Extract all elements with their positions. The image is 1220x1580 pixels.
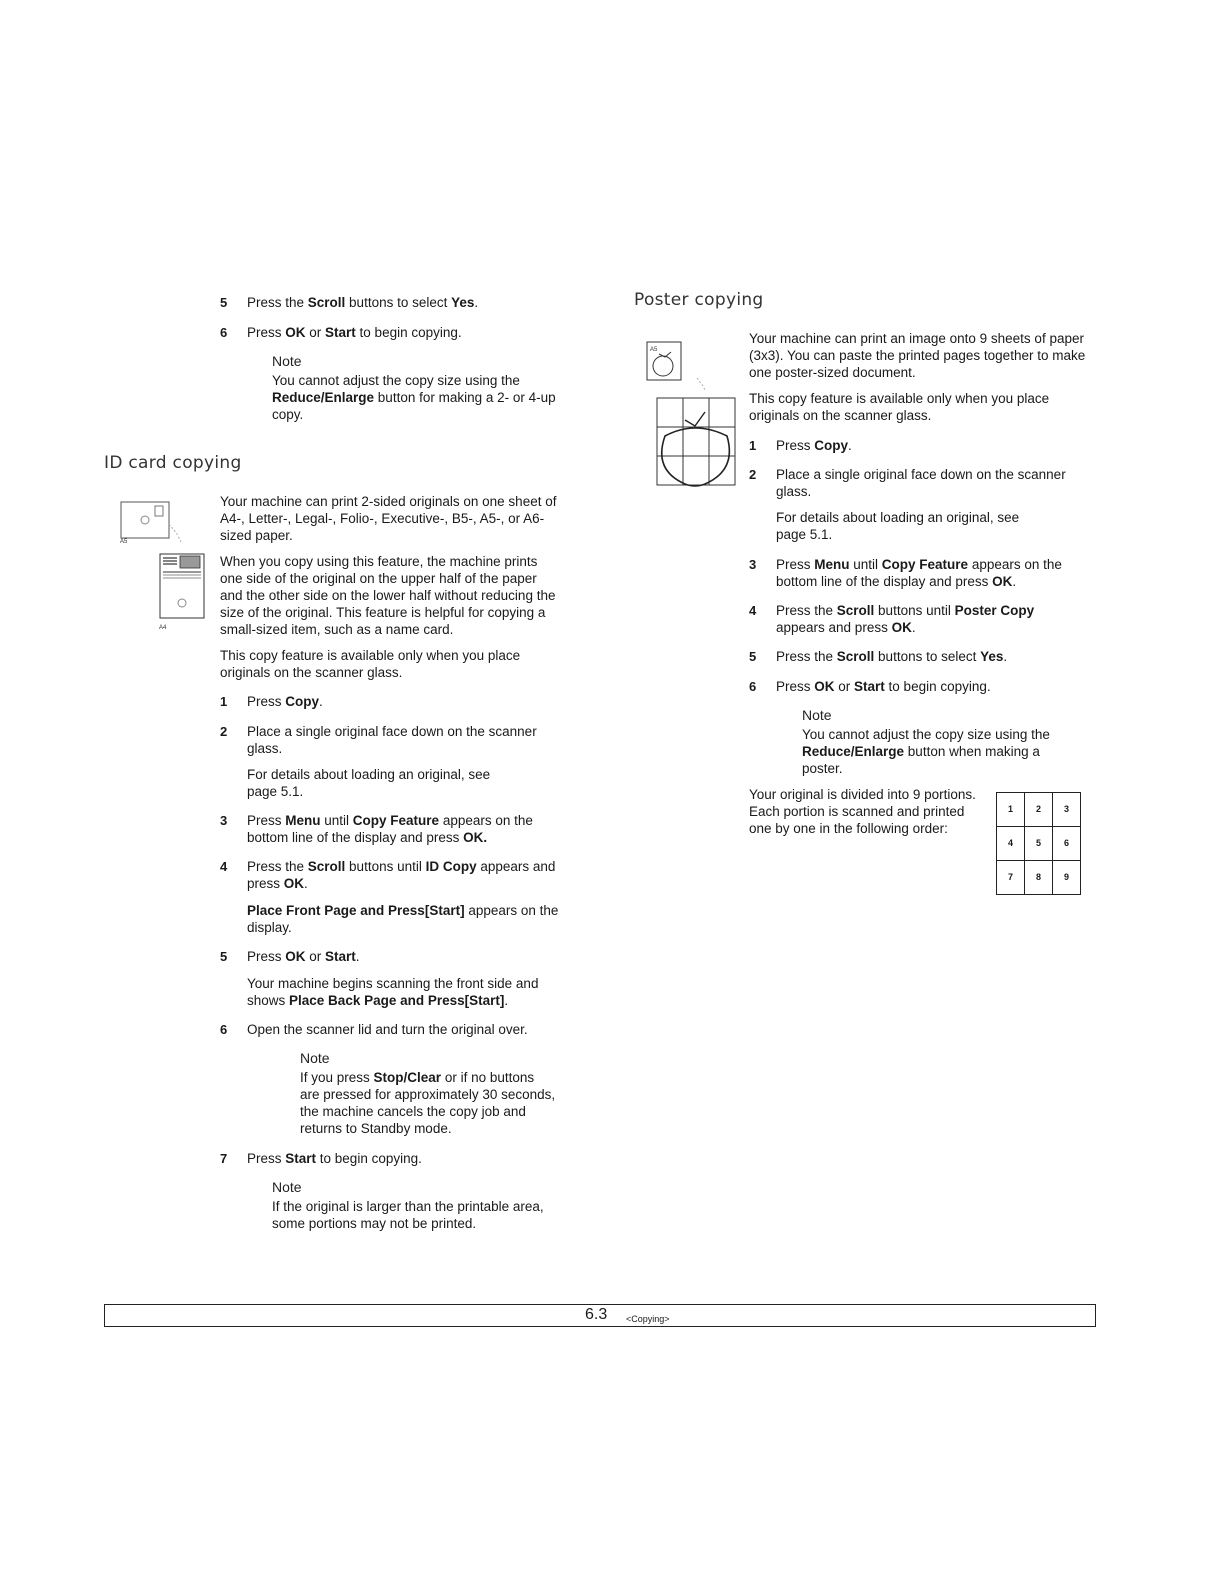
step-text: Press Start to begin copying. [247, 1151, 422, 1166]
step-subtext: Place Front Page and Press[Start] appears on the display. [247, 903, 559, 935]
grid-cell: 1 [997, 793, 1025, 827]
step-number: 6 [749, 679, 757, 694]
grid-cell: 5 [1025, 827, 1053, 861]
grid-cell: 3 [1053, 793, 1081, 827]
step-text: Place a single original face down on the scanner glass. [247, 724, 537, 756]
section-heading-id-card: ID card copying [104, 453, 242, 473]
poster-order-grid [996, 792, 1081, 895]
paragraph: When you copy using this feature, the machine prints one side of the original on the upper half of the paper and the other side on the lower half without reducing the size of the original. This feature is helpful for copying a small-sized item, such as a name card. [220, 554, 556, 637]
step-number: 1 [220, 694, 228, 709]
order-description: Your original is divided into 9 portions. Each portion is scanned and printed one by one in the following order: [749, 787, 976, 836]
step-number: 5 [220, 949, 228, 964]
step-number: 3 [749, 557, 757, 572]
step-number: 7 [220, 1151, 228, 1166]
step-subtext: Your machine begins scanning the front side and shows Place Back Page and Press[Start]. [247, 976, 539, 1008]
step-text: Press the Scroll buttons to select Yes. [776, 649, 1008, 664]
step-text: Press OK or Start to begin copying. [776, 679, 991, 694]
paragraph: This copy feature is available only when you place originals on the scanner glass. [220, 648, 521, 680]
step-number: 2 [749, 467, 757, 482]
poster-illustration [645, 340, 740, 498]
step-number: 3 [220, 813, 228, 828]
step-text: Press the Scroll buttons to select Yes. [247, 295, 479, 310]
step-number: 6 [220, 1022, 228, 1037]
step-text: Place a single original face down on the scanner glass. [776, 467, 1066, 499]
section-heading-poster: Poster copying [634, 290, 764, 310]
step-text: Press the Scroll buttons until ID Copy appears and press OK. [247, 859, 556, 891]
step-number: 5 [749, 649, 757, 664]
a4-label: A4 [159, 625, 167, 631]
note-text: You cannot adjust the copy size using the Reduce/Enlarge button when making a poster. [802, 727, 1050, 776]
grid-cell: 7 [997, 861, 1025, 895]
footer-section-label: <Copying> [626, 1314, 670, 1324]
a5-label: A5 [120, 539, 128, 545]
note-text: If you press Stop/Clear or if no buttons are pressed for approximately 30 seconds, the machine cancels the copy job and returns to Standby mode. [300, 1070, 556, 1136]
step-number: 4 [220, 859, 228, 874]
grid-cell: 2 [1025, 793, 1053, 827]
paragraph: Your machine can print 2-sided originals on one sheet of A4-, Letter-, Legal-, Folio-, Executive-, B5-, A5-, or A6-sized paper. [220, 494, 557, 543]
grid-cell: 9 [1053, 861, 1081, 895]
step-text: Press the Scroll buttons until Poster Copy appears and press OK. [776, 603, 1035, 635]
step-text: Press OK or Start to begin copying. [247, 325, 462, 340]
note-title: Note [272, 1179, 302, 1195]
step-text: Open the scanner lid and turn the original over. [247, 1022, 528, 1037]
step-text: Press Copy. [247, 694, 323, 709]
paragraph: Your machine can print an image onto 9 sheets of paper (3x3). You can paste the printed pages together to make one poster-sized document. [749, 331, 1086, 380]
page-number: 6.3 [585, 1306, 608, 1323]
step-number: 6 [220, 325, 228, 340]
page-footer [104, 1304, 1096, 1327]
step-number: 1 [749, 438, 757, 453]
step-subtext: For details about loading an original, see page 5.1. [247, 767, 491, 799]
a5-label: A5 [650, 347, 658, 353]
note-title: Note [272, 353, 302, 369]
step-text: Press Menu until Copy Feature appears on the bottom line of the display and press OK. [776, 557, 1062, 589]
note-text: You cannot adjust the copy size using the Reduce/Enlarge button for making a 2- or 4-up copy. [272, 373, 556, 422]
step-text: Press Menu until Copy Feature appears on the bottom line of the display and press OK. [247, 813, 533, 845]
grid-cell: 6 [1053, 827, 1081, 861]
step-number: 5 [220, 295, 228, 310]
paragraph: This copy feature is available only when you place originals on the scanner glass. [749, 391, 1050, 423]
step-text: Press Copy. [776, 438, 852, 453]
step-number: 4 [749, 603, 757, 618]
grid-cell: 8 [1025, 861, 1053, 895]
note-title: Note [300, 1050, 330, 1066]
step-subtext: For details about loading an original, see page 5.1. [776, 510, 1020, 542]
note-text: If the original is larger than the printable area, some portions may not be printed. [272, 1199, 544, 1231]
step-text: Press OK or Start. [247, 949, 360, 964]
grid-cell: 4 [997, 827, 1025, 861]
note-title: Note [802, 707, 832, 723]
step-number: 2 [220, 724, 228, 739]
id-card-illustration [115, 496, 210, 634]
